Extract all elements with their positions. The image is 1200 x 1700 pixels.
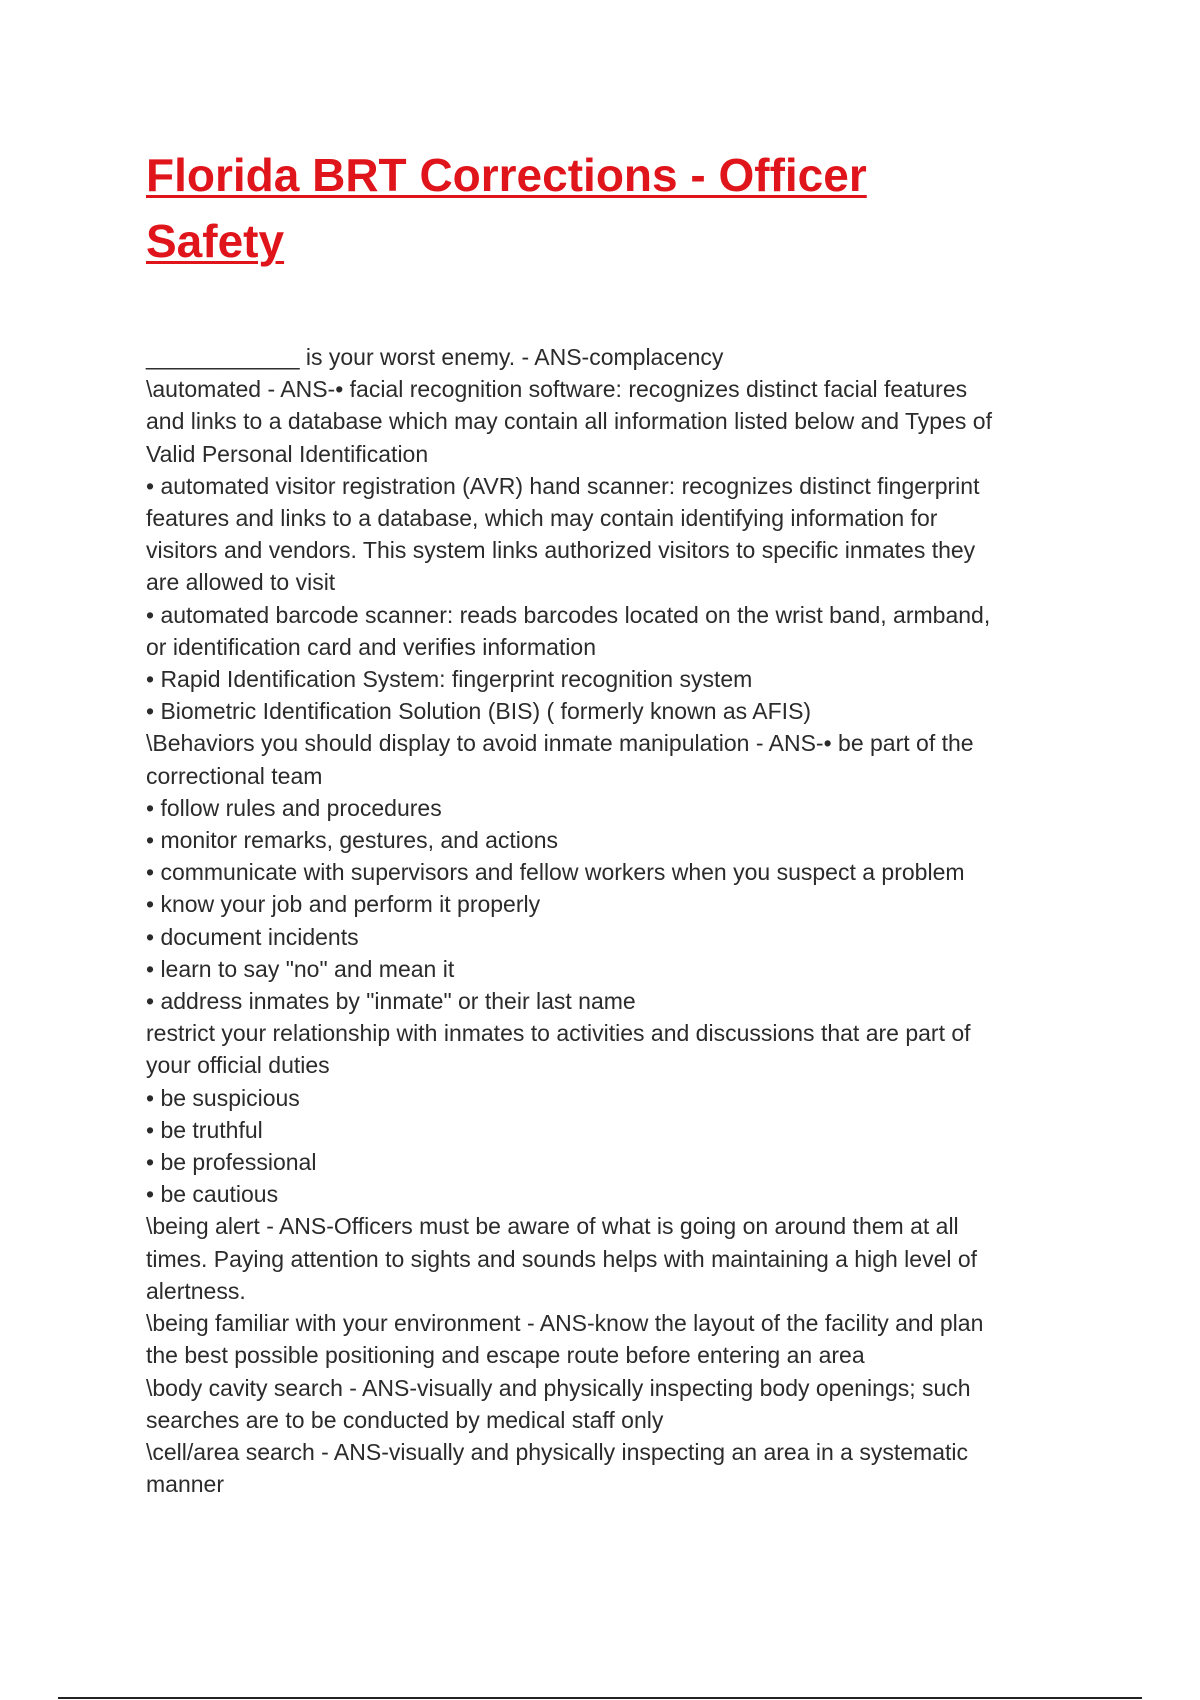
- body-line: • communicate with supervisors and fellow workers when you suspect a problem: [146, 859, 965, 886]
- body-line: • be cautious: [146, 1181, 279, 1208]
- body-line: alertness.: [146, 1277, 246, 1304]
- body-line: \automated - ANS-• facial recognition software: recognizes distinct facial features: [146, 376, 968, 403]
- body-line: times. Paying attention to sights and sounds helps with maintaining a high level of: [146, 1245, 978, 1272]
- body-line: searches are to be conducted by medical staff only: [146, 1406, 664, 1433]
- body-line: manner: [146, 1471, 224, 1498]
- body-line: • be suspicious: [146, 1084, 300, 1111]
- title-line-2: Safety: [146, 215, 285, 267]
- body-line: are allowed to visit: [146, 569, 336, 596]
- body-line: visitors and vendors. This system links authorized visitors to specific inmates they: [146, 537, 976, 564]
- body-line: • be truthful: [146, 1116, 263, 1143]
- body-line: \Behaviors you should display to avoid inmate manipulation - ANS-• be part of the: [146, 730, 974, 757]
- body-line: your official duties: [146, 1052, 330, 1079]
- body-line: • address inmates by "inmate" or their last name: [146, 988, 636, 1015]
- body-line: • follow rules and procedures: [146, 794, 442, 821]
- document-title: [146, 142, 1066, 274]
- body-line: the best possible positioning and escape route before entering an area: [146, 1342, 865, 1369]
- body-line: • be professional: [146, 1149, 317, 1176]
- body-line: • learn to say "no" and mean it: [146, 955, 455, 982]
- body-line: features and links to a database, which may contain identifying information for: [146, 505, 938, 532]
- body-line: correctional team: [146, 762, 323, 789]
- body-line: Valid Personal Identification: [146, 440, 429, 467]
- body-line: restrict your relationship with inmates to activities and discussions that are part of: [146, 1020, 971, 1047]
- body-line: \cell/area search - ANS-visually and physically inspecting an area in a systematic: [146, 1438, 968, 1465]
- body-line: • Rapid Identification System: fingerprint recognition system: [146, 666, 753, 693]
- body-line: ____________ is your worst enemy. - ANS-complacency: [146, 344, 724, 370]
- body-line: • Biometric Identification Solution (BIS) ( formerly known as AFIS): [146, 698, 812, 725]
- body-line: \body cavity search - ANS-visually and physically inspecting body openings; such: [146, 1374, 971, 1401]
- body-line: • automated barcode scanner: reads barcodes located on the wrist band, armband,: [146, 601, 991, 628]
- footer-divider: [58, 1697, 1142, 1699]
- body-line: • monitor remarks, gestures, and actions: [146, 827, 559, 854]
- document-body: [146, 341, 1046, 1500]
- body-line: \being familiar with your environment - ANS-know the layout of the facility and plan: [146, 1310, 984, 1337]
- body-line: • know your job and perform it properly: [146, 891, 541, 918]
- body-line: • document incidents: [146, 923, 359, 950]
- body-line: and links to a database which may contain all information listed below and Types of: [146, 408, 992, 435]
- body-line: \being alert - ANS-Officers must be aware of what is going on around them at all: [146, 1213, 959, 1240]
- body-line: • automated visitor registration (AVR) hand scanner: recognizes distinct fingerprint: [146, 472, 980, 499]
- title-line-1: Florida BRT Corrections - Officer: [146, 149, 867, 201]
- body-line: or identification card and verifies information: [146, 633, 597, 660]
